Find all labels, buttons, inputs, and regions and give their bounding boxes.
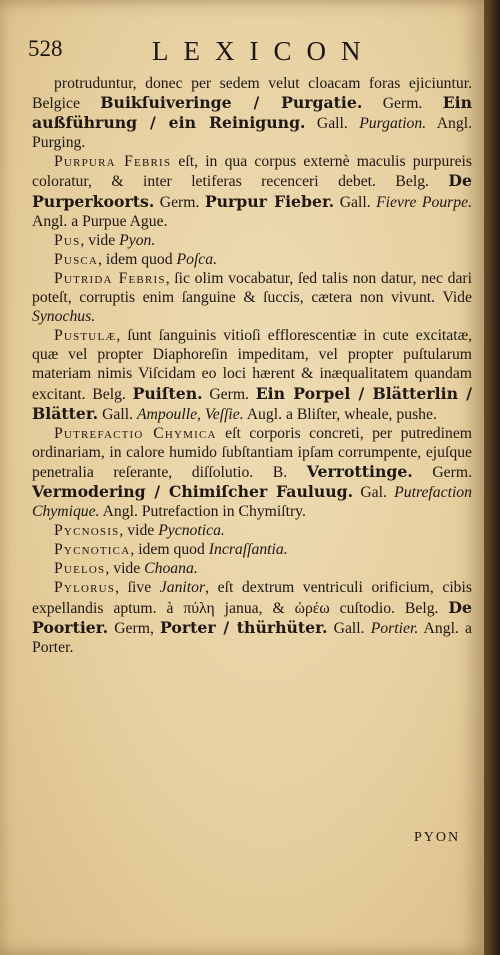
catchword: PYON	[414, 830, 461, 845]
italic-french: Putrefaction Chymique.	[32, 483, 472, 521]
entry-text: Angl. a Purpue Ague.	[32, 212, 168, 230]
cross-reference: Pyon.	[119, 231, 156, 249]
entry-text: Gall.	[327, 619, 371, 637]
headword: Putrefactio Chymica	[54, 424, 217, 442]
page-header	[28, 36, 468, 72]
entry-putrida-febris	[32, 269, 472, 326]
entry-puelos	[32, 559, 472, 578]
entry-putrefactio-chymica	[32, 424, 472, 521]
blackletter-german: Vermodering / Chimiſcher Fauluug.	[32, 481, 354, 501]
cross-reference: Incraſſantia.	[208, 541, 288, 559]
entry-pustulae	[32, 326, 472, 423]
entry-text: , ſive	[115, 579, 160, 597]
blackletter-belgian: Verrottinge.	[306, 461, 413, 481]
entry-text: protruduntur, donec per sedem velut cloacam foras ejiciuntur. Belgice	[32, 75, 472, 113]
entry-text: , eſt dextrum ventriculi orificium, cibis expellandis aptum. à πύλη janua, & ὠρέω cuſtodio. Belg.	[32, 579, 472, 617]
entry-text: Germ.	[154, 193, 205, 211]
entry-text: eſt, in qua corpus externè maculis purpureis coloratur, & inter letiferas recenceri debet. Belg.	[32, 153, 472, 191]
book-edge	[484, 0, 500, 955]
italic-french: Purgation.	[359, 115, 427, 133]
italic-french: Portier.	[370, 619, 419, 637]
lexicon-body	[32, 74, 472, 657]
page-number: 528	[28, 36, 63, 61]
blackletter-belgian: Puiſten.	[132, 383, 203, 403]
headword: Purpura Febris	[54, 153, 172, 171]
blackletter-belgian: Buikſuiveringe / Purgatie.	[100, 93, 363, 113]
headword: Puelos	[54, 560, 106, 578]
headword: Pylorus	[54, 579, 116, 597]
entry-text: , idem quod	[130, 541, 209, 559]
headword: Putrida Febris	[54, 269, 166, 287]
entry-text: Germ.	[412, 463, 472, 481]
blackletter-german: Purpur Fieber.	[204, 191, 335, 211]
headword: Pycnosis	[54, 522, 120, 540]
headword: Pus	[54, 231, 81, 249]
headword: Pycnotica	[54, 541, 131, 559]
entry-text: eſt corporis concreti, per putredinem ordinariam, in calore humido ſubſtantiam ipſam corrumpente, ejuſque penetralia reſerante, diſſolutio. B.	[32, 424, 473, 481]
entry-text: Angl. Purging.	[32, 115, 472, 152]
running-title: LEXICON	[152, 36, 376, 66]
entry-pylorus	[32, 578, 472, 656]
entry-text: Gal.	[353, 483, 395, 501]
headword: Pusca	[54, 250, 99, 268]
blackletter-belgian: De Purperkoorts.	[32, 171, 472, 211]
entry-text: Germ.	[362, 95, 443, 113]
entry-text: , vide	[119, 522, 159, 540]
entry-text: , vide	[105, 560, 145, 578]
entry-pusca	[32, 250, 472, 269]
cross-reference: Poſca.	[176, 250, 218, 268]
entry-text: , idem quod	[98, 250, 177, 268]
cross-reference: Synochus.	[32, 308, 96, 326]
entry-text: Gall.	[305, 115, 360, 133]
cross-reference: Choana.	[144, 560, 198, 578]
entry-text: , vide	[80, 231, 120, 249]
entry-text: Gall.	[334, 193, 377, 211]
blackletter-belgian: De Poortier.	[32, 597, 472, 637]
italic-french: Ampoulle, Veſſie.	[136, 405, 244, 423]
italic-french: Fievre Pourpe.	[376, 193, 472, 211]
cross-reference: Pycnotica.	[158, 522, 225, 540]
blackletter-german: Porter / thürhüter.	[160, 617, 328, 637]
entry-text: Angl. Putrefaction in Chymiſtry.	[99, 503, 306, 521]
italic-synonym: Janitor	[159, 579, 206, 597]
entry-pycnosis	[32, 521, 472, 540]
entry-text: Angl. a Porter.	[32, 619, 472, 656]
entry-text: , ſic olim vocabatur, ſed talis non datur, nec dari poteſt, corruptis enim ſanguine & ſuccis, cætera non vivunt. Vide	[32, 269, 473, 307]
entry-text: Germ,	[108, 619, 161, 637]
entry-purgatio-continued	[32, 74, 472, 152]
entry-text: Germ.	[202, 385, 256, 403]
entry-text: Augl. a Bliſter, wheale, pushe.	[243, 405, 437, 423]
entry-pycnotica	[32, 540, 472, 559]
entry-purpura-febris	[32, 152, 472, 230]
entry-text: Gall.	[98, 405, 137, 423]
blackletter-german: Ein Porpel / Blätterlin / Blätter.	[32, 383, 472, 423]
entry-pus	[32, 231, 472, 250]
entry-text: , ſunt ſanguinis vitioſi efflorescentiæ in cute excitatæ, quæ vel propter Diaphoreſin impeditam, vel propter puſtularum materiam nimis Viſcidam eo loci hærent & inæqualitatem quandam excitant. Belg.	[32, 327, 472, 403]
blackletter-german: Ein außführung / ein Reinigung.	[32, 93, 473, 133]
headword: Pustulæ	[54, 327, 117, 345]
